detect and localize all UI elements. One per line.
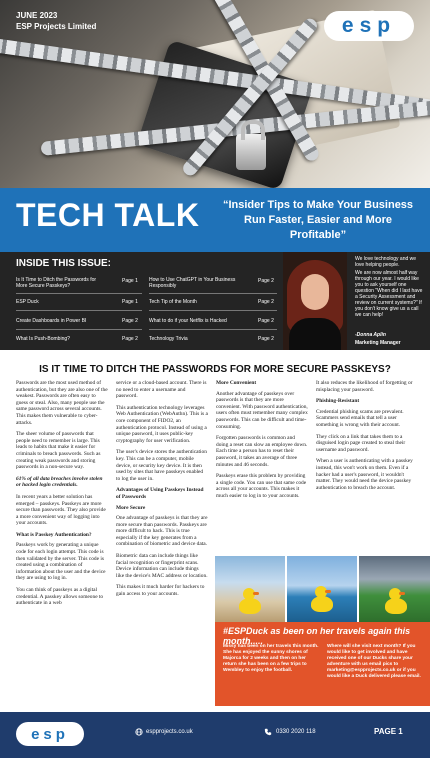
toc-item[interactable]: What to do if your Netflix is Hacked — [149, 318, 227, 324]
paragraph: Another advantage of passkeys over passwords is that they are more convenient. With password authentication, users often must remember many complex passwords. This can be difficult and time-consuming. — [216, 390, 308, 430]
toc-page: Page 2 — [258, 299, 274, 305]
masthead — [0, 0, 430, 42]
rubber-duck — [385, 598, 407, 614]
article-column-3 — [216, 380, 308, 505]
paragraph: They click on a link that takes them to a disguised login page created to steal their username and password. — [316, 433, 406, 453]
paragraph: This authentication technology leverages Web Authentication (WebAuthn). This is a core component of FIDO2, an authentication protocol. Instead of using a unique password, it uses public-key cryptography for user verification. — [116, 404, 208, 444]
paragraph: The sheer volume of passwords that people need to remember is large. This leads to habits that make it easier for criminals to breach passwords. Such as creating weak passwords and storing passwords in a non-secure way. — [16, 431, 101, 471]
title-band — [0, 188, 430, 252]
footer-logo[interactable] — [16, 722, 84, 746]
toc-page: Page 2 — [258, 318, 274, 324]
padlock-illustration — [236, 134, 266, 170]
paragraph: This makes it much harder for hackers to gain access to your accounts. — [116, 584, 205, 598]
duck-story: Missy has been on her travels this month. She has enjoyed the sunny shores of Majorca for 2 weeks and then on her return she has been on a few trips to Wembley to enjoy the football. — [223, 644, 319, 673]
page-number: PAGE 1 — [374, 727, 403, 736]
esp-duck-feature — [215, 622, 430, 706]
globe-icon — [135, 728, 143, 736]
paragraph: Credential phishing scams are prevalent. Scammers send emails that tell a user something is wrong with their account. — [316, 408, 404, 428]
editor-role: Marketing Manager — [355, 340, 401, 346]
subheading: Advantages of Using Passkeys Instead of Passwords — [116, 487, 204, 500]
duck-photos — [215, 556, 430, 622]
toc-item[interactable]: How to Use ChatGPT in Your Business Responsibly — [149, 277, 236, 289]
rubber-duck — [239, 598, 261, 614]
divider — [16, 293, 142, 294]
inside-heading: INSIDE THIS ISSUE: — [16, 258, 112, 269]
divider — [149, 293, 277, 294]
paragraph: The user's device stores the authentication key. This can be a computer, mobile device, or security key device. It is then used by sites that have passkeys enabled to log the user in. — [116, 449, 207, 482]
tagline: “Insider Tips to Make Your Business Run Faster, Easier and More Profitable” — [222, 199, 414, 241]
subheading: What is Passkey Authentication? — [16, 531, 92, 538]
toc-item[interactable]: Tech Tip of the Month — [149, 299, 197, 305]
toc-page: Page 1 — [122, 278, 138, 284]
inside-this-issue — [0, 252, 283, 350]
website-link[interactable]: espprojects.co.uk — [146, 729, 193, 735]
toc-page: Page 2 — [258, 278, 274, 284]
duck-photo-stadium — [359, 556, 430, 622]
divider — [16, 329, 142, 330]
divider — [149, 310, 277, 311]
paragraph: Passkeys erase this problem by providing a single code. You can use that same code across all your accounts. This makes it much easier to log in to your accounts. — [216, 473, 307, 499]
logo-text: esp — [31, 725, 69, 743]
issue-date: JUNE 2023 — [16, 11, 58, 20]
author-photo — [283, 252, 347, 350]
duck-call-to-action: Where will she visit next month? If you would like to get involved and have received one of our Ducks share your adventure with us email pics to marketing@espprojects.co.uk or if you would like a Duck delivered please email. — [327, 644, 421, 679]
company-name: ESP Projects Limited — [16, 22, 97, 31]
paragraph: You can think of passkeys as a digital credential. A passkey allows someone to authenticate in a web — [16, 587, 104, 607]
divider — [16, 310, 142, 311]
phone-number[interactable]: 0330 2020 118 — [276, 729, 316, 735]
toc-item[interactable]: Create Dashboards in Power BI — [16, 318, 87, 324]
footer — [0, 712, 430, 758]
logo-text: esp — [341, 14, 397, 37]
paragraph: When a user is authenticating with a passkey instead, this won't work on them. Even if a hacker had a user's password, it wouldn't matter. They would need the device passkey authentication to breach the account. — [316, 458, 413, 491]
stat-callout: 61% of all data breaches involve stolen or hacked login credentials. — [16, 475, 103, 489]
paragraph: One advantage of passkeys is that they are more secure than passwords. Passkeys are more difficult to hack. This is true especially if the key generates from a combination of biometric and device data. — [116, 515, 208, 548]
editor-note — [347, 252, 430, 350]
duck-photo-beach — [215, 556, 285, 622]
article-column-2 — [116, 380, 208, 603]
divider — [149, 329, 277, 330]
toc-item[interactable]: What Is Push-Bombing? — [16, 336, 70, 342]
esp-logo[interactable] — [324, 11, 414, 41]
paragraph: Passwords are the most used method of authentication, but they are also one of the weakest. Passwords are often easy to guess or steal. Also, many people use the same password across several accounts. This makes them vulnerable to cyber-attacks. — [16, 380, 108, 426]
toc-item[interactable]: ESP Duck — [16, 299, 39, 305]
article-column-1 — [16, 380, 108, 612]
subheading: More Convenient — [216, 380, 257, 386]
editor-intro: We love technology and we love helping people. — [355, 256, 417, 268]
paragraph: In recent years a better solution has emerged – passkeys. Passkeys are more secure than passwords. They also provide a more convenient way of logging into your accounts. — [16, 493, 106, 527]
toc-page: Page 2 — [258, 336, 274, 342]
paragraph: It also reduces the likelihood of forgetting or misplacing your password. — [316, 380, 413, 393]
phone-icon — [264, 728, 272, 736]
article-column-4 — [316, 380, 416, 496]
toc-page: Page 2 — [122, 336, 138, 342]
duck-photo-sea — [287, 556, 357, 622]
toc-page: Page 1 — [122, 299, 138, 305]
editor-signature: -Donna Aplin — [355, 332, 386, 338]
article-headline: IS IT TIME TO DITCH THE PASSWORDS FOR MORE SECURE PASSKEYS? — [39, 364, 391, 375]
toc-item[interactable]: Technology Trivia — [149, 336, 188, 342]
subheading: Phishing-Resistant — [316, 398, 360, 405]
newsletter-title: TECH TALK — [16, 197, 200, 233]
paragraph: Biometric data can include things like facial recognition or fingerprint scans. Device information can include things like the device's MAC address or location. — [116, 553, 208, 579]
rubber-duck — [311, 596, 333, 612]
paragraph: service or a cloud-based account. There is no need to enter a username and password. — [116, 380, 207, 400]
duck-heading: #ESPDuck as been on her travels again this month..... — [223, 626, 411, 646]
editor-message: We are now almost half way through our year. I would like you to ask yourself one question "When did I last have a Security Assessment and review on current systems?" If you don't know give us a call we can help! — [355, 270, 423, 318]
paragraph: Forgotten passwords is common and doing a reset can slow an employee down. Each time a person has to reset their password, it takes an average of three minutes and 46 seconds. — [216, 435, 308, 468]
paragraph: Passkeys work by generating a unique code for each login attempt. This code is then validated by the server. This code is created using a combination of information about the user and the device they are using to log in. — [16, 542, 106, 582]
toc-page: Page 2 — [122, 318, 138, 324]
toc-item[interactable]: Is It Time to Ditch the Passwords for More Secure Passkeys? — [16, 277, 97, 289]
subheading: More Secure — [116, 504, 146, 511]
